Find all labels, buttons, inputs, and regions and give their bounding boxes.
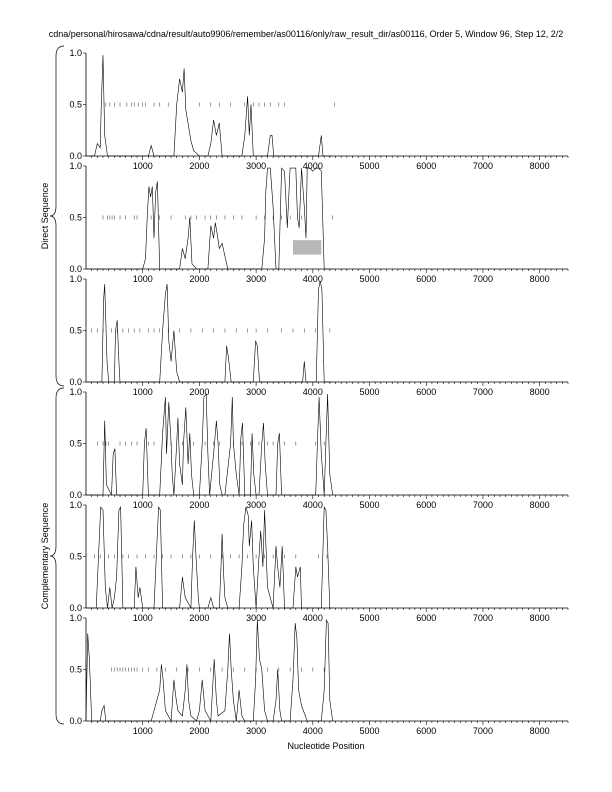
y-tick-label: 1.0 bbox=[69, 161, 82, 171]
y-tick-label: 0.0 bbox=[69, 603, 82, 613]
x-tick-label: 6000 bbox=[416, 726, 437, 736]
panel-5 bbox=[69, 500, 568, 623]
y-tick-label: 0.5 bbox=[69, 325, 82, 336]
y-tick-label: 0.0 bbox=[69, 377, 82, 387]
x-tick-label: 6000 bbox=[416, 387, 437, 397]
x-tick-label: 8000 bbox=[529, 387, 550, 397]
x-tick-label: 3000 bbox=[246, 161, 267, 171]
x-tick-label: 5000 bbox=[359, 613, 380, 623]
x-tick-label: 7000 bbox=[472, 387, 493, 397]
y-tick-label: 1.0 bbox=[69, 613, 82, 623]
x-tick-label: 7000 bbox=[472, 274, 493, 284]
y-tick-label: 1.0 bbox=[69, 387, 82, 397]
x-tick-label: 4000 bbox=[302, 726, 323, 736]
x-tick-label: 6000 bbox=[416, 500, 437, 510]
x-tick-label: 5000 bbox=[359, 726, 380, 736]
y-tick-label: 0.0 bbox=[69, 264, 82, 274]
direct-sequence-brace bbox=[50, 46, 64, 386]
x-tick-label: 2000 bbox=[189, 387, 210, 397]
direct-sequence-label: Direct Sequence bbox=[40, 182, 50, 250]
y-tick-label: 1.0 bbox=[69, 274, 82, 284]
x-tick-label: 4000 bbox=[302, 500, 323, 510]
y-tick-label: 0.0 bbox=[69, 490, 82, 500]
highlight-box bbox=[293, 240, 321, 254]
x-tick-label: 6000 bbox=[416, 613, 437, 623]
group-braces bbox=[50, 46, 64, 724]
x-tick-label: 1000 bbox=[132, 161, 153, 171]
x-tick-label: 8000 bbox=[529, 726, 550, 736]
x-tick-label: 5000 bbox=[359, 274, 380, 284]
panel-6 bbox=[69, 613, 568, 736]
x-tick-label: 2000 bbox=[189, 161, 210, 171]
x-tick-label: 2000 bbox=[189, 613, 210, 623]
x-tick-label: 6000 bbox=[416, 161, 437, 171]
x-tick-label: 3000 bbox=[246, 387, 267, 397]
complementary-sequence-brace bbox=[50, 388, 64, 724]
x-tick-label: 4000 bbox=[302, 274, 323, 284]
x-tick-label: 3000 bbox=[246, 274, 267, 284]
x-tick-label: 2000 bbox=[189, 726, 210, 736]
complementary-sequence-label: Complementary Sequence bbox=[40, 502, 50, 610]
x-tick-label: 1000 bbox=[132, 274, 153, 284]
y-tick-label: 0.5 bbox=[69, 99, 82, 110]
panel-2 bbox=[69, 161, 568, 284]
y-tick-label: 0.5 bbox=[69, 664, 82, 675]
x-tick-label: 5000 bbox=[359, 500, 380, 510]
x-tick-label: 8000 bbox=[529, 500, 550, 510]
y-tick-label: 0.5 bbox=[69, 551, 82, 562]
panel-1 bbox=[69, 48, 568, 171]
panel-3 bbox=[69, 274, 568, 397]
x-tick-label: 2000 bbox=[189, 500, 210, 510]
x-tick-label: 3000 bbox=[246, 500, 267, 510]
panels bbox=[69, 48, 568, 736]
x-tick-label: 4000 bbox=[302, 161, 323, 171]
x-tick-label: 7000 bbox=[472, 500, 493, 510]
x-tick-label: 7000 bbox=[472, 726, 493, 736]
x-tick-label: 7000 bbox=[472, 613, 493, 623]
x-tick-label: 4000 bbox=[302, 387, 323, 397]
y-tick-label: 1.0 bbox=[69, 500, 82, 510]
x-tick-label: 5000 bbox=[359, 387, 380, 397]
x-tick-label: 7000 bbox=[472, 161, 493, 171]
y-tick-label: 0.5 bbox=[69, 212, 82, 223]
y-tick-label: 0.5 bbox=[69, 438, 82, 449]
series-line-1 bbox=[86, 55, 333, 156]
x-tick-label: 1000 bbox=[132, 387, 153, 397]
x-tick-label: 8000 bbox=[529, 161, 550, 171]
x-tick-label: 8000 bbox=[529, 274, 550, 284]
y-tick-label: 0.0 bbox=[69, 716, 82, 726]
x-tick-label: 6000 bbox=[416, 274, 437, 284]
y-tick-label: 0.0 bbox=[69, 151, 82, 161]
x-tick-label: 1000 bbox=[132, 613, 153, 623]
y-tick-label: 1.0 bbox=[69, 48, 82, 58]
chart-title: cdna/personal/hirosawa/cdna/result/auto9906/remember/as00116/only/raw_result_dir/as00116, Order 5, Window 96, Step 12, 2/2 bbox=[48, 29, 564, 39]
x-tick-label: 5000 bbox=[359, 161, 380, 171]
x-tick-label: 3000 bbox=[246, 726, 267, 736]
x-tick-label: 3000 bbox=[246, 613, 267, 623]
x-tick-label: 8000 bbox=[529, 613, 550, 623]
x-tick-label: 2000 bbox=[189, 274, 210, 284]
x-axis-label: Nucleotide Position bbox=[287, 741, 365, 751]
panel-4 bbox=[69, 387, 568, 510]
x-tick-label: 1000 bbox=[132, 500, 153, 510]
x-tick-label: 1000 bbox=[132, 726, 153, 736]
x-tick-label: 4000 bbox=[302, 613, 323, 623]
